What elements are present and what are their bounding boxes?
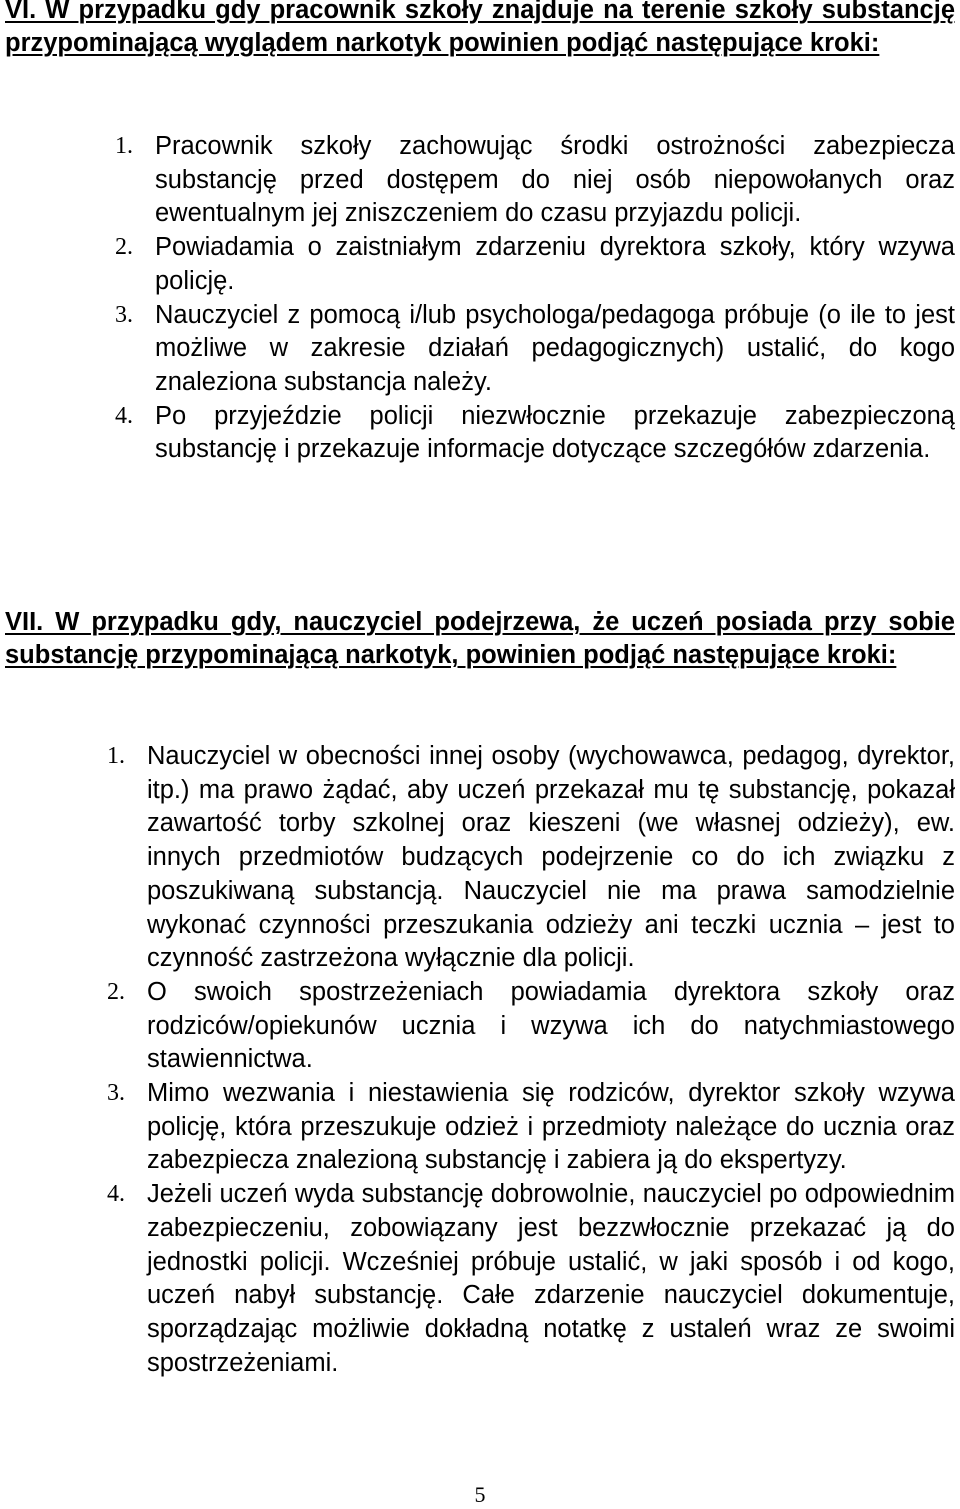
step-number: 3. <box>107 1080 125 1107</box>
step-number: 3. <box>115 301 133 328</box>
step-number: 4. <box>115 402 133 429</box>
step-text: Po przyjeździe policji niezwłocznie przekazuje zabezpieczoną substancję i przekazuje informacje dotyczące szczegółów zdarzenia. <box>155 401 955 464</box>
list-item <box>107 740 955 976</box>
section-7-steps <box>107 740 955 1380</box>
step-text: Nauczyciel z pomocą i/lub psychologa/pedagoga próbuje (o ile to jest możliwe w zakresie działań pedagogicznych) ustalić, do kogo znaleziona substancja należy. <box>155 300 955 396</box>
section-7-heading: VII. W przypadku gdy, nauczyciel podejrzewa, że uczeń posiada przy sobie substancję przypominającą narkotyk, powinien podjąć następujące kroki: <box>5 608 955 669</box>
section-6-heading: VI. W przypadku gdy pracownik szkoły znajduje na terenie szkoły substancję przypominającą wyglądem narkotyk powinien podjąć następujące kroki: <box>5 0 955 57</box>
section-6-steps <box>115 130 955 467</box>
step-text: Jeżeli uczeń wyda substancję dobrowolnie, nauczyciel po odpowiednim zabezpieczeniu, zobowiązany jest bezzwłocznie przekazać ją do jednostki policji. Wcześniej próbuje ustalić, w jaki sposób i od kogo, uczeń nabył substancję. Całe zdarzenie nauczyciel dokumentuje, sporządzając możliwie dokładną notatkę z ustaleń wraz ze swoimi spostrzeżeniami. <box>147 1180 955 1377</box>
step-text: Powiadamia o zaistniałym zdarzeniu dyrektora szkoły, który wzywa policję. <box>155 233 955 295</box>
list-item <box>115 299 955 400</box>
step-text: O swoich spostrzeżeniach powiadamia dyrektora szkoły oraz rodziców/opiekunów ucznia i wzywa ich do natychmiastowego stawiennictwa. <box>147 977 955 1074</box>
step-number: 1. <box>107 743 125 769</box>
list-item <box>115 400 955 467</box>
step-text: Pracownik szkoły zachowując środki ostrożności zabezpiecza substancję przed dostępem do niej osób niepowołanych oraz ewentualnym jej zniszczeniem do czasu przyjazdu policji. <box>155 132 955 228</box>
list-item <box>107 976 955 1077</box>
step-number: 1. <box>115 133 133 159</box>
step-number: 4. <box>107 1181 125 1208</box>
list-item <box>107 1178 955 1380</box>
step-text: Mimo wezwania i niestawienia się rodziców, dyrektor szkoły wzywa policję, która przeszukuje odzież i przedmioty należące do ucznia oraz zabezpiecza znalezioną substancję i zabiera ją do ekspertyzy. <box>147 1079 955 1175</box>
step-number: 2. <box>107 978 125 1005</box>
list-item <box>107 1077 955 1178</box>
step-number: 2. <box>115 234 133 261</box>
page-number: 5 <box>474 1482 486 1507</box>
list-item <box>115 231 955 298</box>
step-text: Nauczyciel w obecności innej osoby (wychowawca, pedagog, dyrektor, itp.) ma prawo żądać, aby uczeń przekazał mu tę substancję, pokazał zawartość torby szkolnej oraz kieszeni (we własnej odzieży), ew. innych przedmiotów budzących podejrzenie co do ich związku z poszukiwaną substancją. Nauczyciel nie ma prawa samodzielnie wykonać czynności przeszukania odzieży ani teczki ucznia – jest to czynność zastrzeżona wyłącznie dla policji. <box>147 742 955 973</box>
list-item <box>115 130 955 231</box>
